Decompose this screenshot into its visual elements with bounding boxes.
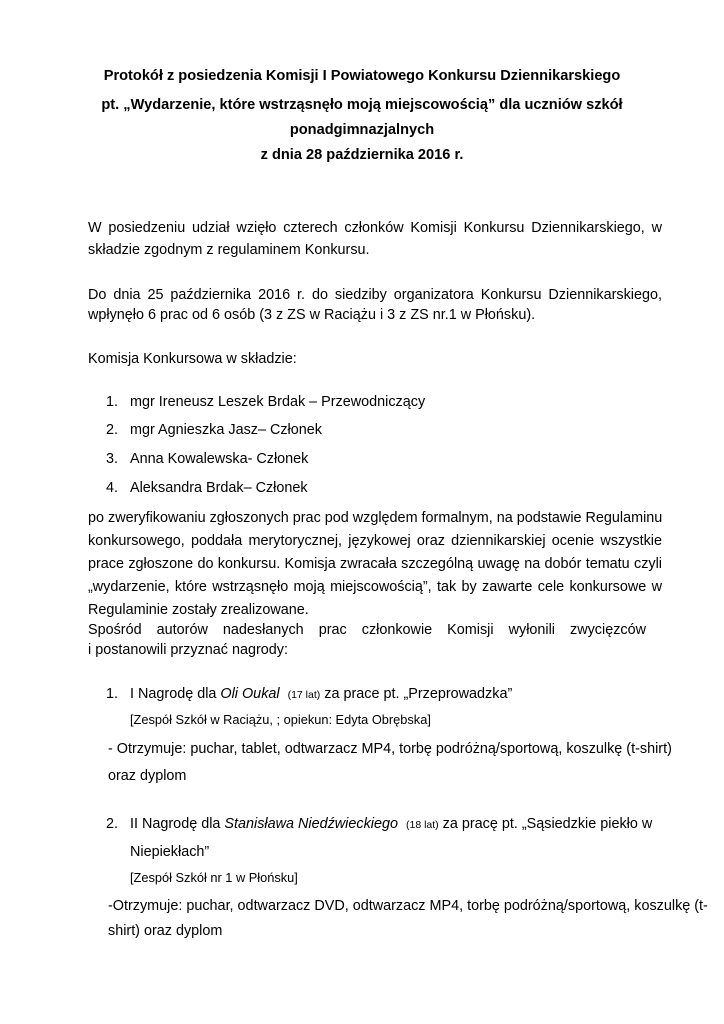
winner-name: Oli Oukal xyxy=(220,686,280,702)
award-heading xyxy=(130,684,512,705)
list-number: 1. xyxy=(106,394,119,410)
award-title-cont: Niepiekłach” xyxy=(130,844,210,860)
body-line-1: po zweryfikowaniu zgłoszonych prac pod względem formalnym, na podstawie Regulaminu xyxy=(88,510,663,526)
body-line-7: i postanowili przyznać nagrody: xyxy=(88,642,288,658)
intro-paragraph-1a: W posiedzeniu udział wzięło czterech członków Komisji Konkursu Dziennikarskiego, w xyxy=(88,220,662,236)
winner-name: Stanisława Niedźwieckiego xyxy=(224,816,398,832)
intro-paragraph-2b: wpłynęło 6 prac od 6 osób (3 z ZS w Raciążu i 3 z ZS nr.1 w Płońsku). xyxy=(88,307,536,323)
winner-age: (18 lat) xyxy=(405,819,439,831)
school-note: [Zespół Szkół nr 1 w Płońsku] xyxy=(130,870,298,885)
intro-paragraph-1b: składzie zgodnym z regulaminem Konkursu. xyxy=(88,242,370,258)
body-line-3: prace zgłoszone do konkursu. Komisja zwracała szczególną uwagę na dobór tematu czyli xyxy=(88,556,662,572)
list-number: 3. xyxy=(106,451,119,467)
prize-line-1: - Otrzymuje: puchar, tablet, odtwarzacz MP4, torbę podróżną/sportową, koszulkę (t-shirt) xyxy=(108,741,672,757)
body-line-4: „wydarzenie, które wstrząsnęło moją miejscowością”, tak by zawarte cele konkursowe w xyxy=(88,579,662,595)
prize-line-2: oraz dyplom xyxy=(108,768,187,784)
body-line-5: Regulaminie zostały zrealizowane. xyxy=(88,602,309,618)
award-number: 2. xyxy=(106,816,119,832)
list-number: 2. xyxy=(106,422,119,438)
committee-intro: Komisja Konkursowa w składzie: xyxy=(88,351,297,367)
school-note: [Zespół Szkół w Raciążu, ; opiekun: Edyta Obrębska] xyxy=(130,712,431,727)
list-item: Anna Kowalewska- Członek xyxy=(130,451,309,467)
winner-age: (17 lat) xyxy=(287,689,321,701)
award-title: za prace pt. „Przeprowadzka” xyxy=(324,686,513,702)
body-line-2: konkursowego, poddała merytorycznej, językowej oraz dziennikarskiej ocenie wszystkie xyxy=(88,533,662,549)
title-line-1: Protokół z posiedzenia Komisji I Powiatowego Konkursu Dziennikarskiego xyxy=(103,68,621,84)
prize-line-2: shirt) oraz dyplom xyxy=(108,923,223,939)
intro-paragraph-2a: Do dnia 25 października 2016 r. do siedziby organizatora Konkursu Dziennikarskiego, xyxy=(88,287,662,303)
list-number: 4. xyxy=(106,480,119,496)
title-line-2: pt. „Wydarzenie, które wstrząsnęło moją miejscowością” dla uczniów szkół xyxy=(101,97,623,113)
body-line-6: Spośród autorów nadesłanych prac członkowie Komisji wyłonili zwycięzców xyxy=(88,622,646,638)
award-title: za pracę pt. „Sąsiedzkie piekło w xyxy=(442,816,653,832)
award-prefix: II Nagrodę dla xyxy=(130,816,225,832)
award-number: 1. xyxy=(106,686,119,702)
list-item: mgr Ireneusz Leszek Brdak – Przewodniczący xyxy=(130,394,426,410)
title-line-4: z dnia 28 października 2016 r. xyxy=(260,147,464,163)
prize-line-1: -Otrzymuje: puchar, odtwarzacz DVD, odtwarzacz MP4, torbę podróżną/sportową, koszulkę (t- xyxy=(108,898,708,914)
award-heading xyxy=(130,814,652,835)
award-prefix: I Nagrodę dla xyxy=(130,686,221,702)
list-item: mgr Agnieszka Jasz– Członek xyxy=(130,422,322,438)
list-item: Aleksandra Brdak– Członek xyxy=(130,480,308,496)
title-line-3: ponadgimnazjalnych xyxy=(289,122,435,138)
